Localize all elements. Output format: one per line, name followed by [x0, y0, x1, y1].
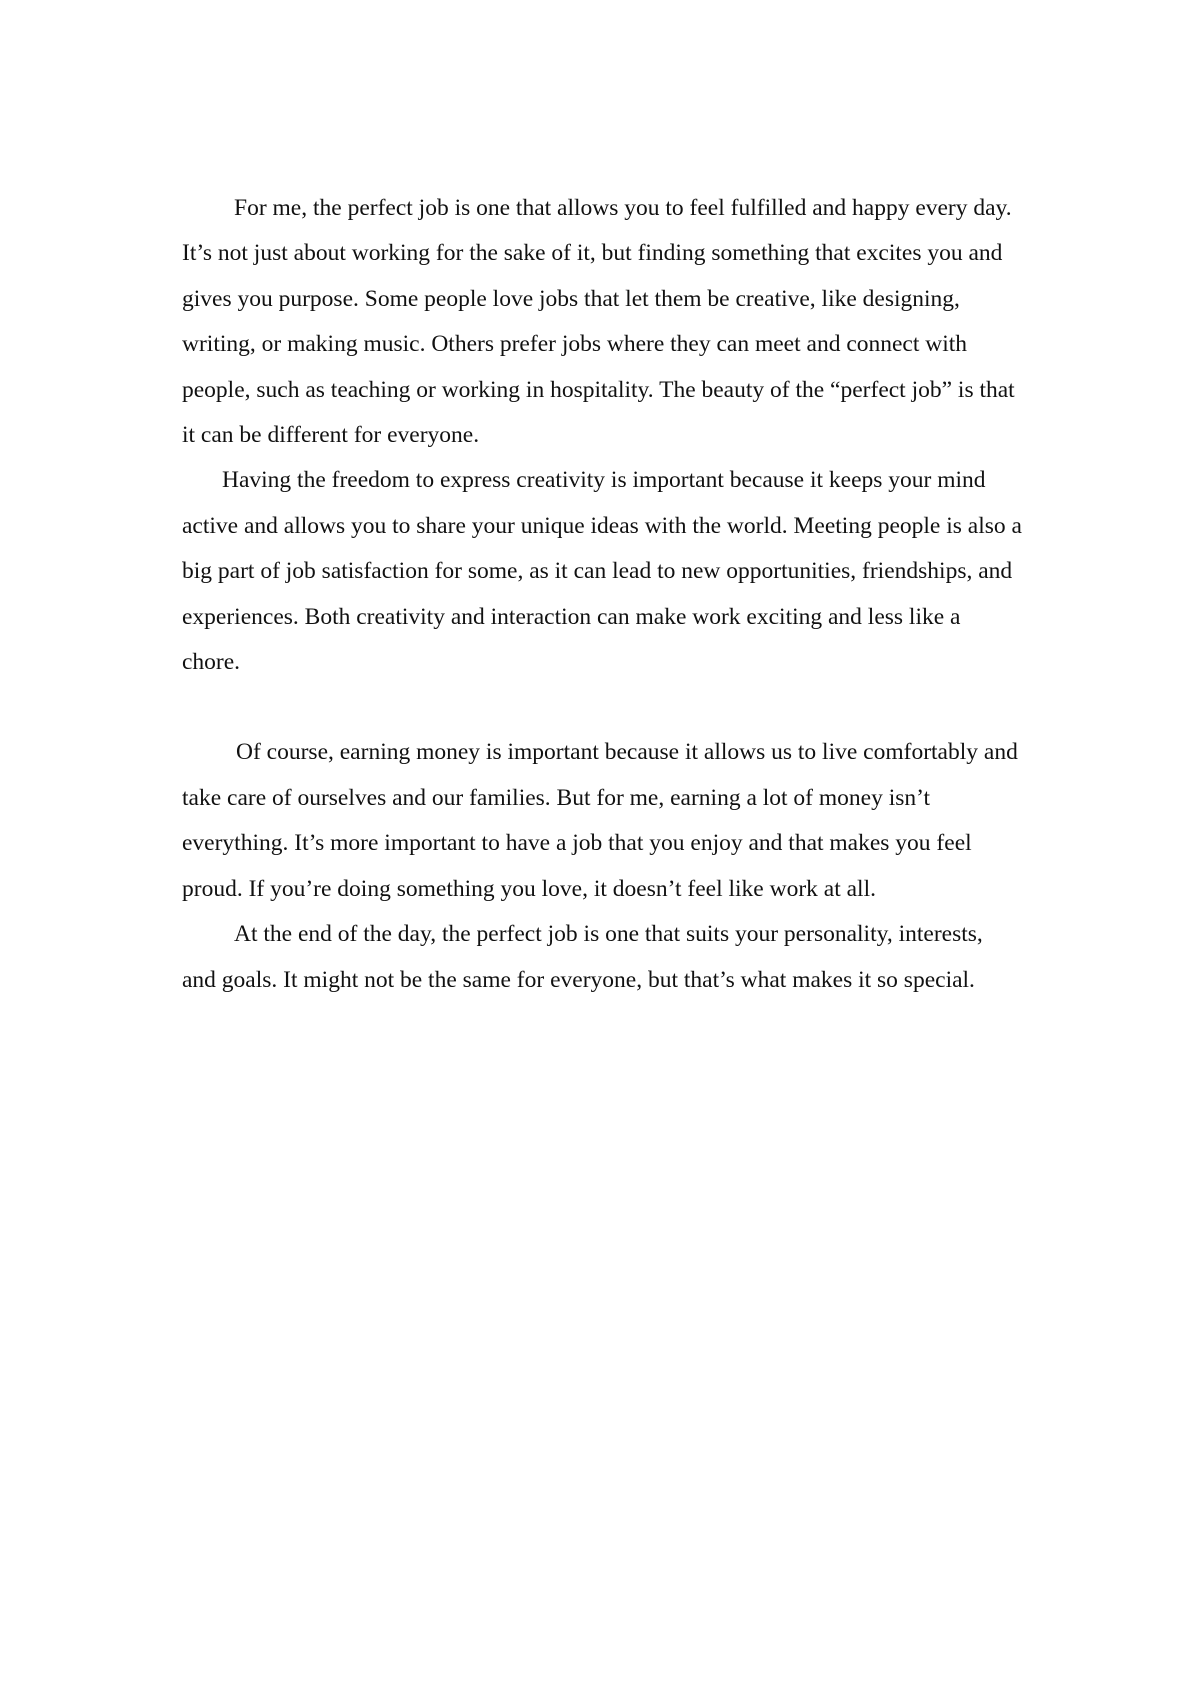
paragraph-4: At the end of the day, the perfect job is one that suits your personality, interests, and goals. It might not be the same for everyone, but that’s what makes it so special. [182, 921, 983, 993]
paragraph-1: For me, the perfect job is one that allows you to feel fulfilled and happy every day. It’s not just about working for the sake of it, but finding something that excites you and gives you purpose. Some people love jobs that let them be creative, like designing, writing, or making music. Others prefer jobs where they can meet and connect with people, such as teaching or working in hospitality. The beauty of the “perfect job” is that it can be different for everyone. [182, 195, 1015, 449]
paragraph-spacer [182, 685, 1022, 730]
document-body [182, 186, 1022, 1003]
paragraph-2: Having the freedom to express creativity is important because it keeps your mind active and allows you to share your unique ideas with the world. Meeting people is also a big part of job satisfaction for some, as it can lead to new opportunities, friendships, and experiences. Both creativity and interaction can make work exciting and less like a chore. [182, 467, 1022, 676]
paragraph-3: Of course, earning money is important because it allows us to live comfortably and take care of ourselves and our families. But for me, earning a lot of money isn’t everything. It’s more important to have a job that you enjoy and that makes you feel proud. If you’re doing something you love, it doesn’t feel like work at all. [182, 739, 1018, 902]
